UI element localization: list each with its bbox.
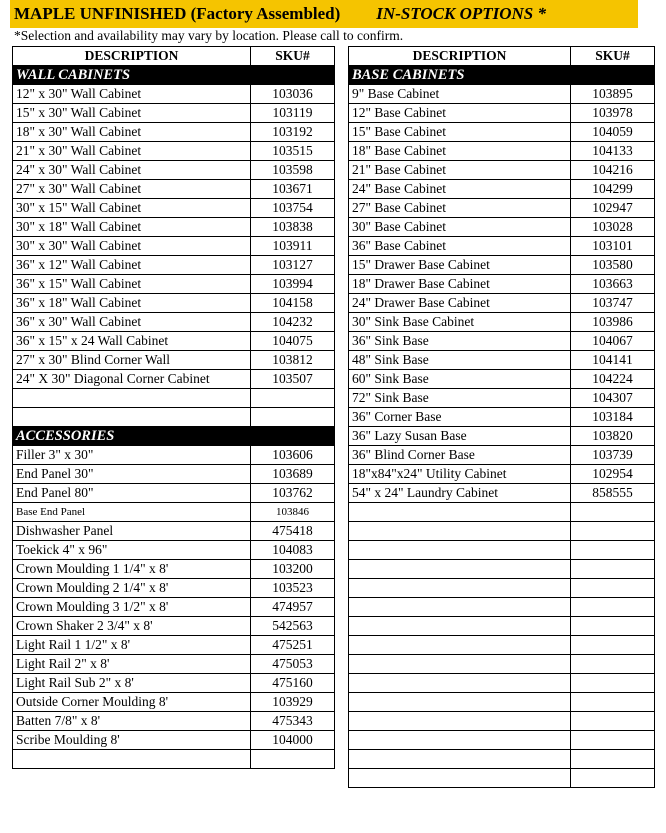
table-row — [13, 636, 335, 655]
description-cell: 27" x 30" Blind Corner Wall — [13, 351, 251, 370]
description-cell: 36" Base Cabinet — [349, 237, 571, 256]
right-table-body — [349, 66, 655, 788]
section-title: BASE CABINETS — [349, 66, 655, 85]
sku-cell: 103515 — [251, 142, 335, 161]
description-cell: 9" Base Cabinet — [349, 85, 571, 104]
sku-cell: 103671 — [251, 180, 335, 199]
table-row — [349, 313, 655, 332]
sku-cell: 103762 — [251, 484, 335, 503]
table-row — [349, 389, 655, 408]
right-price-table — [348, 46, 655, 788]
table-row — [13, 655, 335, 674]
table-row — [13, 541, 335, 560]
sku-cell — [571, 769, 655, 788]
table-row — [349, 427, 655, 446]
sku-cell: 103192 — [251, 123, 335, 142]
table-row — [349, 712, 655, 731]
description-cell: Crown Moulding 1 1/4" x 8' — [13, 560, 251, 579]
sku-cell: 103101 — [571, 237, 655, 256]
sku-cell: 104307 — [571, 389, 655, 408]
sku-cell: 104232 — [251, 313, 335, 332]
sku-cell: 103200 — [251, 560, 335, 579]
description-cell: Crown Moulding 3 1/2" x 8' — [13, 598, 251, 617]
table-row — [13, 579, 335, 598]
sku-cell: 103580 — [571, 256, 655, 275]
description-cell: 12" Base Cabinet — [349, 104, 571, 123]
table-row — [349, 484, 655, 503]
sku-cell: 103978 — [571, 104, 655, 123]
sku-cell — [251, 750, 335, 769]
description-cell — [349, 522, 571, 541]
description-cell — [349, 636, 571, 655]
sku-cell — [571, 712, 655, 731]
sku-cell — [571, 560, 655, 579]
table-row — [349, 408, 655, 427]
description-cell: 54" x 24" Laundry Cabinet — [349, 484, 571, 503]
availability-note: *Selection and availability may vary by location. Please call to confirm. — [14, 28, 404, 43]
table-row — [13, 104, 335, 123]
description-cell: Scribe Moulding 8' — [13, 731, 251, 750]
table-row — [13, 199, 335, 218]
sku-cell: 104299 — [571, 180, 655, 199]
header-banner — [10, 0, 638, 28]
sku-cell: 103754 — [251, 199, 335, 218]
table-row — [13, 389, 335, 408]
sku-cell: 103184 — [571, 408, 655, 427]
description-cell: 48" Sink Base — [349, 351, 571, 370]
description-cell — [349, 769, 571, 788]
table-row — [13, 693, 335, 712]
description-cell: 27" x 30" Wall Cabinet — [13, 180, 251, 199]
description-cell: 36" Blind Corner Base — [349, 446, 571, 465]
description-cell: 72" Sink Base — [349, 389, 571, 408]
table-row — [13, 218, 335, 237]
sku-cell — [251, 389, 335, 408]
section-header-row — [13, 66, 335, 85]
table-row — [349, 731, 655, 750]
table-row — [349, 769, 655, 788]
sku-cell: 104141 — [571, 351, 655, 370]
table-row — [13, 370, 335, 389]
description-cell: 30" Base Cabinet — [349, 218, 571, 237]
description-cell: 21" x 30" Wall Cabinet — [13, 142, 251, 161]
table-row — [13, 560, 335, 579]
sku-cell: 103119 — [251, 104, 335, 123]
sku-cell: 103994 — [251, 275, 335, 294]
description-cell — [349, 693, 571, 712]
sku-cell: 104158 — [251, 294, 335, 313]
description-cell — [349, 560, 571, 579]
sku-cell: 104059 — [571, 123, 655, 142]
description-cell: 18" x 30" Wall Cabinet — [13, 123, 251, 142]
table-row — [13, 522, 335, 541]
sku-cell: 103739 — [571, 446, 655, 465]
description-cell — [349, 541, 571, 560]
sku-cell: 103507 — [251, 370, 335, 389]
table-row — [13, 503, 335, 522]
table-row — [349, 655, 655, 674]
description-cell: 36" Lazy Susan Base — [349, 427, 571, 446]
description-cell: Light Rail 2" x 8' — [13, 655, 251, 674]
table-row — [349, 256, 655, 275]
table-row — [13, 256, 335, 275]
sku-cell: 103747 — [571, 294, 655, 313]
sku-cell: 858555 — [571, 484, 655, 503]
description-cell: 24" x 30" Wall Cabinet — [13, 161, 251, 180]
table-row — [349, 598, 655, 617]
table-row — [349, 199, 655, 218]
description-cell: Crown Shaker 2 3/4" x 8' — [13, 617, 251, 636]
sku-cell: 103036 — [251, 85, 335, 104]
description-cell: 36" x 15" Wall Cabinet — [13, 275, 251, 294]
sku-cell: 103895 — [571, 85, 655, 104]
table-row — [349, 750, 655, 769]
table-row — [349, 693, 655, 712]
table-row — [13, 617, 335, 636]
table-row — [349, 85, 655, 104]
table-row — [13, 332, 335, 351]
table-row — [349, 142, 655, 161]
sku-cell — [571, 693, 655, 712]
description-cell — [349, 503, 571, 522]
description-cell: Light Rail 1 1/2" x 8' — [13, 636, 251, 655]
table-row — [349, 332, 655, 351]
sku-cell — [571, 750, 655, 769]
table-row — [13, 142, 335, 161]
sku-cell — [571, 674, 655, 693]
table-row — [349, 503, 655, 522]
sku-cell: 542563 — [251, 617, 335, 636]
description-header: DESCRIPTION — [349, 47, 571, 66]
description-cell: End Panel 80" — [13, 484, 251, 503]
description-cell: 36" x 12" Wall Cabinet — [13, 256, 251, 275]
description-cell: 36" x 15" x 24 Wall Cabinet — [13, 332, 251, 351]
table-row — [13, 237, 335, 256]
description-cell: Toekick 4" x 96" — [13, 541, 251, 560]
description-cell: 15" Base Cabinet — [349, 123, 571, 142]
description-cell: 30" x 18" Wall Cabinet — [13, 218, 251, 237]
sku-cell — [571, 503, 655, 522]
sku-cell: 103028 — [571, 218, 655, 237]
table-row — [349, 161, 655, 180]
table-row — [349, 674, 655, 693]
description-cell — [349, 617, 571, 636]
description-cell: Light Rail Sub 2" x 8' — [13, 674, 251, 693]
sku-cell: 102954 — [571, 465, 655, 484]
sku-cell: 104224 — [571, 370, 655, 389]
sku-cell — [571, 541, 655, 560]
table-row — [13, 351, 335, 370]
description-cell — [349, 731, 571, 750]
left-table-body — [13, 66, 335, 769]
description-cell: 30" x 30" Wall Cabinet — [13, 237, 251, 256]
column-header-row — [349, 47, 655, 66]
description-cell: Dishwasher Panel — [13, 522, 251, 541]
column-header-row — [13, 47, 335, 66]
sku-cell: 103929 — [251, 693, 335, 712]
table-row — [349, 370, 655, 389]
table-row — [13, 408, 335, 427]
sku-cell: 103812 — [251, 351, 335, 370]
table-row — [349, 579, 655, 598]
table-row — [349, 104, 655, 123]
sku-cell: 103986 — [571, 313, 655, 332]
sku-cell — [571, 655, 655, 674]
description-cell: 30" Sink Base Cabinet — [349, 313, 571, 332]
table-row — [13, 180, 335, 199]
sku-cell: 475343 — [251, 712, 335, 731]
description-cell: End Panel 30" — [13, 465, 251, 484]
table-row — [349, 541, 655, 560]
description-cell: Base End Panel — [13, 503, 251, 522]
table-row — [13, 598, 335, 617]
sku-cell: 103689 — [251, 465, 335, 484]
table-row — [13, 712, 335, 731]
sku-cell: 475160 — [251, 674, 335, 693]
sku-cell: 104083 — [251, 541, 335, 560]
sku-cell — [571, 617, 655, 636]
description-cell: 15" Drawer Base Cabinet — [349, 256, 571, 275]
table-row — [13, 85, 335, 104]
description-cell: Crown Moulding 2 1/4" x 8' — [13, 579, 251, 598]
description-cell — [349, 674, 571, 693]
table-row — [349, 617, 655, 636]
sku-cell: 104133 — [571, 142, 655, 161]
sku-cell: 103846 — [251, 503, 335, 522]
description-header: DESCRIPTION — [13, 47, 251, 66]
sku-cell — [571, 636, 655, 655]
sku-cell: 474957 — [251, 598, 335, 617]
table-row — [349, 446, 655, 465]
sku-cell: 103838 — [251, 218, 335, 237]
description-cell: 24" Base Cabinet — [349, 180, 571, 199]
table-row — [13, 731, 335, 750]
section-title: WALL CABINETS — [13, 66, 335, 85]
sku-cell: 475251 — [251, 636, 335, 655]
sku-cell — [571, 598, 655, 617]
description-cell — [13, 750, 251, 769]
table-row — [349, 465, 655, 484]
sku-cell: 103820 — [571, 427, 655, 446]
table-row — [349, 560, 655, 579]
sku-cell: 103663 — [571, 275, 655, 294]
sku-cell — [571, 731, 655, 750]
sku-cell: 104216 — [571, 161, 655, 180]
table-row — [13, 674, 335, 693]
table-row — [349, 123, 655, 142]
table-row — [349, 275, 655, 294]
table-row — [349, 351, 655, 370]
description-cell: 21" Base Cabinet — [349, 161, 571, 180]
sku-cell — [251, 408, 335, 427]
description-cell — [13, 389, 251, 408]
description-cell — [13, 408, 251, 427]
table-row — [13, 275, 335, 294]
table-row — [13, 294, 335, 313]
description-cell: 18" Base Cabinet — [349, 142, 571, 161]
description-cell: 30" x 15" Wall Cabinet — [13, 199, 251, 218]
description-cell — [349, 750, 571, 769]
sku-cell: 104000 — [251, 731, 335, 750]
table-row — [349, 237, 655, 256]
description-cell: Outside Corner Moulding 8' — [13, 693, 251, 712]
table-row — [349, 636, 655, 655]
description-cell: 24" Drawer Base Cabinet — [349, 294, 571, 313]
sku-header: SKU# — [251, 47, 335, 66]
table-row — [349, 180, 655, 199]
description-cell — [349, 598, 571, 617]
table-row — [13, 484, 335, 503]
table-row — [13, 313, 335, 332]
description-cell — [349, 579, 571, 598]
page-title: MAPLE UNFINISHED (Factory Assembled) — [14, 4, 341, 23]
description-cell: 24" X 30" Diagonal Corner Cabinet — [13, 370, 251, 389]
sku-cell — [571, 579, 655, 598]
description-cell: 36" Corner Base — [349, 408, 571, 427]
table-row — [13, 161, 335, 180]
sku-header: SKU# — [571, 47, 655, 66]
table-row — [13, 123, 335, 142]
sku-cell: 102947 — [571, 199, 655, 218]
table-row — [13, 750, 335, 769]
description-cell: 36" Sink Base — [349, 332, 571, 351]
sku-cell: 103598 — [251, 161, 335, 180]
description-cell: 12" x 30" Wall Cabinet — [13, 85, 251, 104]
sku-cell: 103911 — [251, 237, 335, 256]
sku-cell: 104067 — [571, 332, 655, 351]
description-cell: 18"x84"x24" Utility Cabinet — [349, 465, 571, 484]
sku-cell — [571, 522, 655, 541]
description-cell: Batten 7/8" x 8' — [13, 712, 251, 731]
table-row — [13, 465, 335, 484]
table-row — [13, 446, 335, 465]
section-header-row — [349, 66, 655, 85]
description-cell — [349, 655, 571, 674]
description-cell: 60" Sink Base — [349, 370, 571, 389]
description-cell: 18" Drawer Base Cabinet — [349, 275, 571, 294]
sku-cell: 103523 — [251, 579, 335, 598]
table-row — [349, 218, 655, 237]
table-row — [349, 522, 655, 541]
page-subtitle: IN-STOCK OPTIONS * — [376, 4, 547, 23]
description-cell — [349, 712, 571, 731]
section-header-row — [13, 427, 335, 446]
sku-cell: 103606 — [251, 446, 335, 465]
description-cell: 36" x 18" Wall Cabinet — [13, 294, 251, 313]
sku-cell: 475053 — [251, 655, 335, 674]
sku-cell: 104075 — [251, 332, 335, 351]
description-cell: 27" Base Cabinet — [349, 199, 571, 218]
sku-cell: 103127 — [251, 256, 335, 275]
description-cell: 15" x 30" Wall Cabinet — [13, 104, 251, 123]
left-price-table — [12, 46, 335, 769]
section-title: ACCESSORIES — [13, 427, 335, 446]
sku-cell: 475418 — [251, 522, 335, 541]
table-row — [349, 294, 655, 313]
description-cell: 36" x 30" Wall Cabinet — [13, 313, 251, 332]
description-cell: Filler 3" x 30" — [13, 446, 251, 465]
